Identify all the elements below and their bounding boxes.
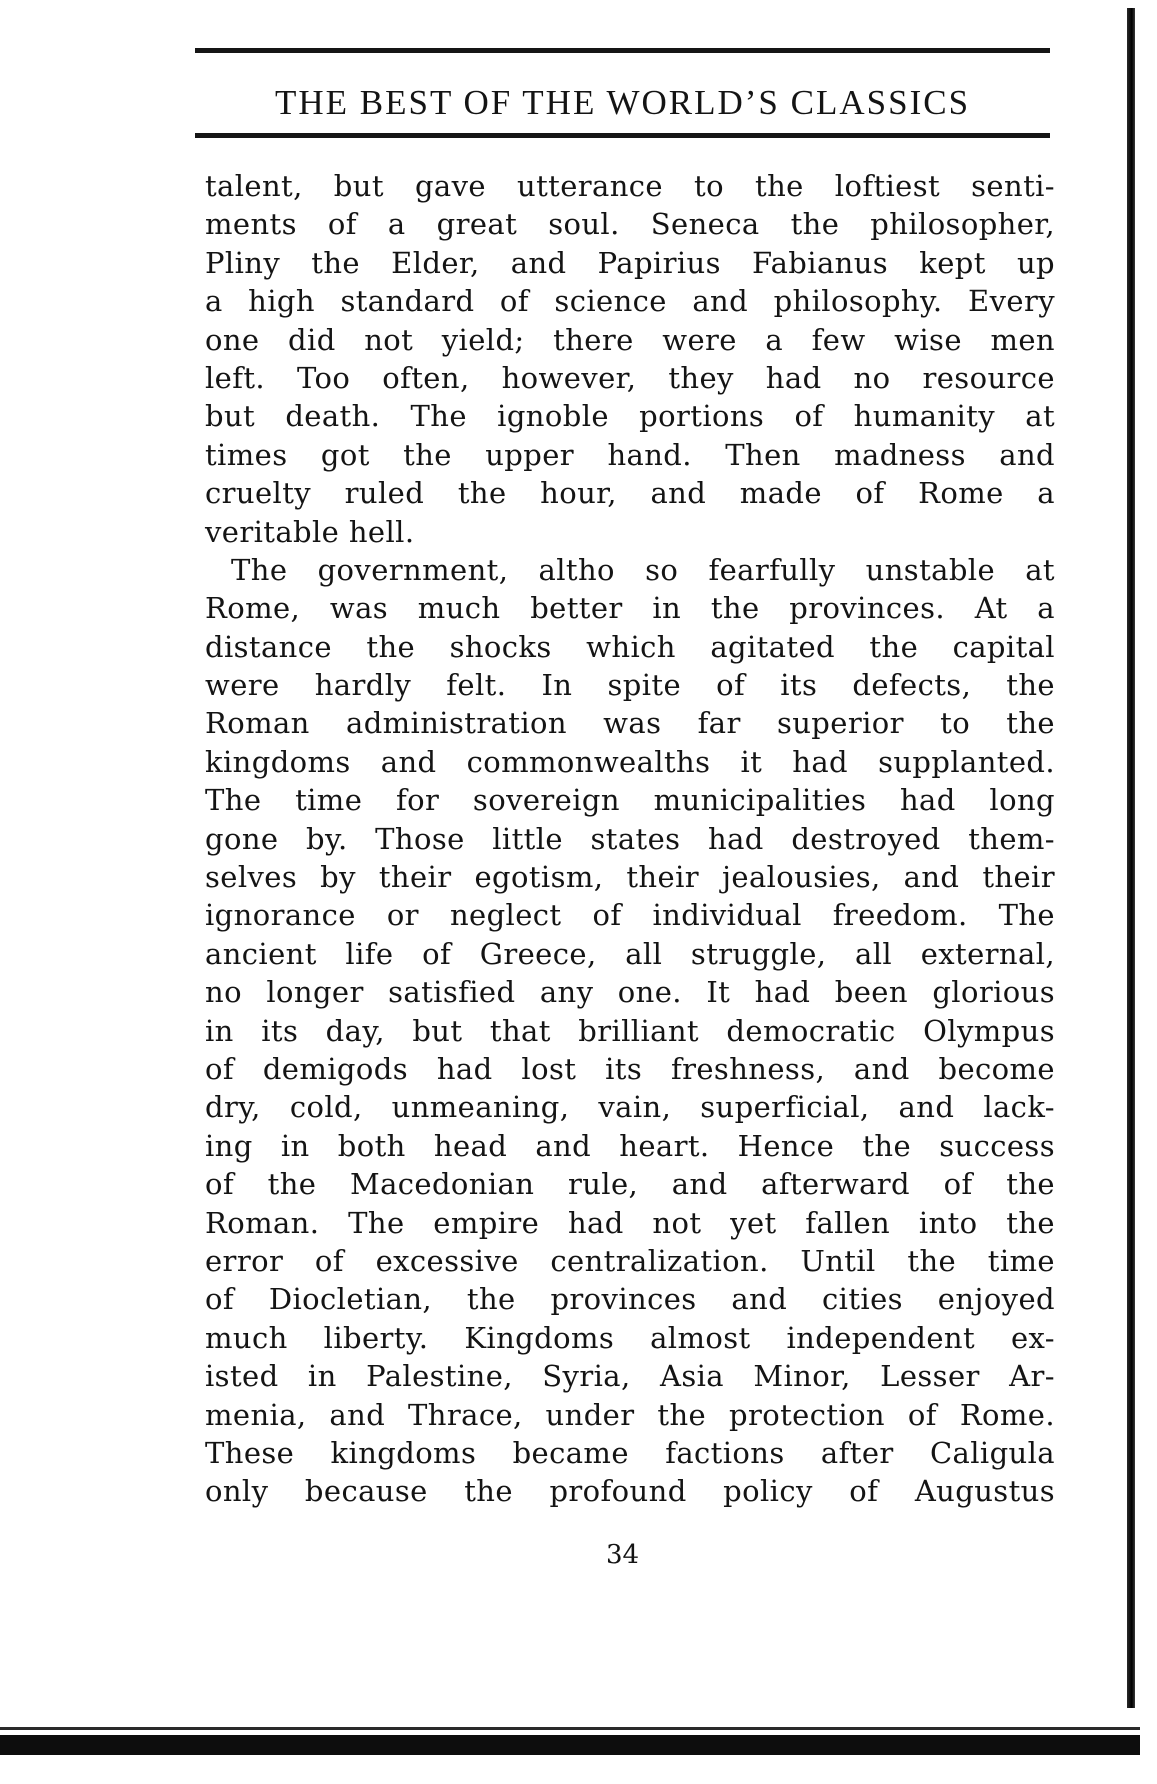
- body-text: [205, 167, 1055, 1511]
- text-line: in its day, but that brilliant democratic Olympus: [205, 1013, 1055, 1048]
- text-line: dry, cold, unmeaning, vain, superficial, and lack-: [205, 1090, 1055, 1125]
- text-line: The government, altho so fearfully unstable at: [231, 552, 1055, 587]
- text-line: The time for sovereign municipalities had long: [205, 783, 1055, 818]
- text-line: cruelty ruled the hour, and made of Rome a: [205, 476, 1055, 511]
- text-line: Roman. The empire had not yet fallen into the: [205, 1205, 1055, 1240]
- text-line: error of excessive centralization. Until the time: [205, 1243, 1055, 1278]
- text-line: Roman administration was far superior to the: [205, 706, 1055, 741]
- text-line: left. Too often, however, they had no resource: [205, 360, 1055, 395]
- text-line: selves by their egotism, their jealousies, and their: [205, 860, 1055, 895]
- text-line: ancient life of Greece, all struggle, all external,: [205, 936, 1055, 971]
- text-line: Pliny the Elder, and Papirius Fabianus kept up: [205, 245, 1055, 280]
- header-rule-top: [195, 48, 1050, 53]
- text-line: talent, but gave utterance to the loftiest senti-: [205, 169, 1055, 203]
- text-line: only because the profound policy of Augustus: [205, 1474, 1055, 1509]
- text-line: menia, and Thrace, under the protection of Rome.: [205, 1397, 1055, 1432]
- text-line: of Diocletian, the provinces and cities enjoyed: [205, 1282, 1055, 1317]
- text-line: much liberty. Kingdoms almost independent ex-: [205, 1320, 1055, 1355]
- text-line: veritable hell.: [205, 514, 415, 549]
- text-line: but death. The ignoble portions of humanity at: [205, 399, 1055, 434]
- text-line: one did not yield; there were a few wise men: [205, 322, 1055, 357]
- text-line: ing in both head and heart. Hence the success: [205, 1128, 1055, 1163]
- scan-edge-bottom-thin: [0, 1727, 1140, 1730]
- text-line: isted in Palestine, Syria, Asia Minor, Lesser Ar-: [205, 1359, 1055, 1394]
- text-line: ments of a great soul. Seneca the philosopher,: [205, 207, 1055, 242]
- running-head: THE BEST OF THE WORLD’S CLASSICS: [274, 83, 971, 122]
- scan-edge-bottom: [0, 1735, 1140, 1755]
- text-line: of the Macedonian rule, and afterward of the: [205, 1167, 1055, 1202]
- text-line: a high standard of science and philosophy. Every: [205, 284, 1055, 319]
- text-line: no longer satisfied any one. It had been glorious: [205, 975, 1055, 1010]
- text-line: distance the shocks which agitated the capital: [205, 629, 1055, 664]
- text-line: of demigods had lost its freshness, and become: [205, 1051, 1055, 1086]
- text-line: were hardly felt. In spite of its defects, the: [205, 668, 1055, 703]
- text-line: Rome, was much better in the provinces. At a: [205, 591, 1055, 626]
- page-number: 34: [605, 1540, 640, 1570]
- scan-edge-right: [1127, 8, 1135, 1708]
- text-line: kingdoms and commonwealths it had supplanted.: [205, 744, 1055, 779]
- text-line: ignorance or neglect of individual freedom. The: [205, 898, 1055, 933]
- text-line: times got the upper hand. Then madness and: [205, 437, 1055, 472]
- header-rule-bottom: [195, 133, 1050, 138]
- text-line: These kingdoms became factions after Caligula: [205, 1435, 1055, 1470]
- text-line: gone by. Those little states had destroyed them-: [205, 821, 1055, 856]
